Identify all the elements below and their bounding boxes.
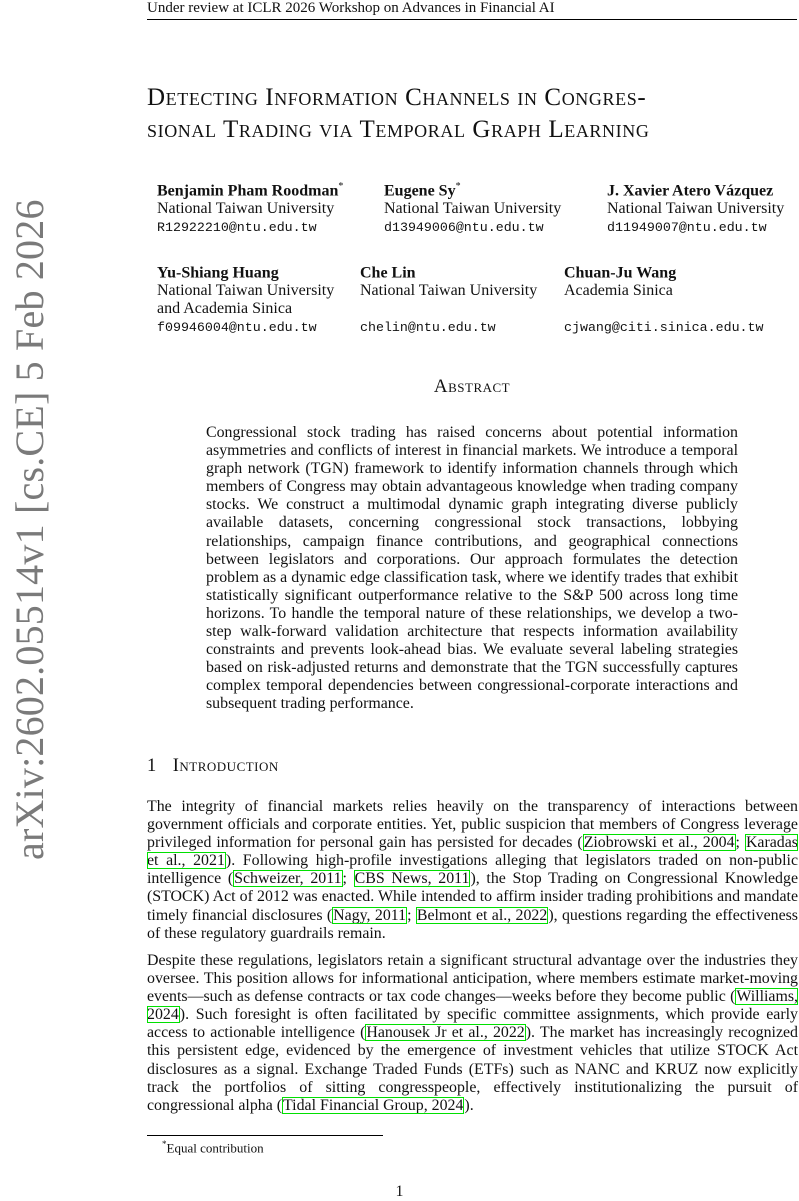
author-email[interactable]: R12922210@ntu.edu.tw xyxy=(157,220,317,236)
citation-link[interactable]: Nagy, 2011 xyxy=(333,906,407,924)
text-run: The integrity of financial markets relies heavily on the transparency of interactions between government officials and corporate entities. Yet, public suspicion that members of Congress leverage privileged information for personal gain has persisted for decades ( xyxy=(147,798,798,852)
text-run: ). xyxy=(464,1096,474,1114)
author-affiliation: National Taiwan University xyxy=(157,282,335,300)
author-block xyxy=(384,178,561,237)
author-block xyxy=(564,260,764,337)
author-email[interactable]: cjwang@citi.sinica.edu.tw xyxy=(564,320,764,336)
text-run: ; xyxy=(407,906,416,924)
section-number: 1 xyxy=(147,756,157,776)
text-run: ; xyxy=(735,834,745,852)
author-mark: * xyxy=(338,181,344,192)
page-number: 1 xyxy=(395,1183,404,1200)
running-header: Under review at ICLR 2026 Workshop on Advances in Financial AI xyxy=(147,0,555,16)
footnote xyxy=(162,1139,264,1156)
footnote-text: Equal contribution xyxy=(166,1140,264,1156)
text-run: ). The market has increasingly recognized this persistent edge, evidenced by the emergence of investment vehicles that utilize STOCK Act disclosures as a signal. Exchange Traded Funds (ETFs) such as NANC and KRUZ now explicitly track the portfolios of sitting congresspeople, effectively institutionalizing the pursuit of congressional alpha ( xyxy=(147,1024,798,1114)
author-block xyxy=(157,178,343,237)
author-affiliation: Academia Sinica xyxy=(564,282,673,300)
intro-paragraph-1 xyxy=(147,798,798,943)
section-heading xyxy=(147,756,279,777)
text-run: ), the Stop Trading on Congressional Knowledge (STOCK) Act of 2012 was enacted. While intended to affirm insider trading prohibitions and mandate timely financial disclosures ( xyxy=(147,870,798,924)
paper-title-line-1: Detecting Information Channels in Congres- xyxy=(147,84,647,111)
paper-title-line-2: sional Trading via Temporal Graph Learning xyxy=(147,116,650,143)
author-affiliation: National Taiwan University xyxy=(607,200,785,218)
author-affiliation: National Taiwan University xyxy=(157,200,335,218)
author-affiliation: National Taiwan University xyxy=(384,200,562,218)
header-rule xyxy=(147,19,797,20)
author-name: J. Xavier Atero Vázquez xyxy=(607,182,774,200)
author-name: Eugene Sy xyxy=(384,182,456,200)
citation-link[interactable]: Ziobrowski et al., 2004 xyxy=(583,834,735,852)
author-email[interactable]: d11949007@ntu.edu.tw xyxy=(607,220,767,236)
citation-link[interactable]: CBS News, 2011 xyxy=(354,870,470,888)
text-run: Despite these regulations, legislators retain a significant structural advantage over the industries they oversee. This position allows for informational anticipation, where members estimate market-moving events—such as defense contracts or tax code changes—weeks before they become public ( xyxy=(147,952,798,1006)
author-affiliation-2: and Academia Sinica xyxy=(157,300,293,318)
intro-paragraph-2 xyxy=(147,952,798,1115)
citation-link[interactable]: Schweizer, 2011 xyxy=(234,870,342,888)
citation-link[interactable]: Belmont et al., 2022 xyxy=(416,906,548,924)
author-block xyxy=(607,178,784,237)
author-email[interactable]: d13949006@ntu.edu.tw xyxy=(384,220,544,236)
abstract-heading: Abstract xyxy=(433,376,511,397)
author-name: Yu-Shiang Huang xyxy=(157,264,279,282)
text-run: ). Such foresight is often facilitated by specific committee assignments, which provide early access to actionable intelligence ( xyxy=(147,1006,798,1042)
author-name: Benjamin Pham Roodman xyxy=(157,182,339,200)
author-mark: * xyxy=(455,181,461,192)
section-title: Introduction xyxy=(172,756,279,776)
author-block xyxy=(157,260,334,337)
citation-link[interactable]: Tidal Financial Group, 2024 xyxy=(283,1096,464,1114)
text-run: ), questions regarding the effectiveness of these regulatory guardrails remain. xyxy=(147,906,798,942)
author-name: Chuan-Ju Wang xyxy=(564,264,677,282)
author-email[interactable]: chelin@ntu.edu.tw xyxy=(360,320,496,336)
abstract-text: Congressional stock trading has raised concerns about potential information asymmetries and conflicts of interest in financial markets. We introduce a temporal graph network (TGN) framework to identify information channels through which members of Congress may obtain advantageous knowledge when trading company stocks. We construct a multimodal dynamic graph integrating diverse publicly available datasets, concerning congressional stock transactions, lobbying relationships, campaign finance contributions, and geographical connections between legislators and corporations. Our approach formulates the detection problem as a dynamic edge classification task, where we identify trades that exhibit statistically significant outperformance relative to the S&P 500 across long time horizons. To handle the temporal nature of these relationships, we develop a two-step walk-forward validation architecture that respects information availability constraints and prevents look-ahead bias. We evaluate several labeling strategies based on risk-adjusted returns and demonstrate that the TGN successfully captures complex temporal dependencies between congressional-corporate interactions and subsequent trading performance. xyxy=(206,424,738,713)
text-run: ; xyxy=(342,870,354,888)
citation-link[interactable]: Williams, 2024 xyxy=(147,988,798,1024)
author-block xyxy=(360,260,537,337)
footnote-rule xyxy=(147,1135,383,1136)
author-affiliation: National Taiwan University xyxy=(360,282,538,300)
author-name: Che Lin xyxy=(360,264,416,282)
citation-link[interactable]: Karadas et al., 2021 xyxy=(147,834,798,870)
arxiv-stamp: arXiv:2602.05514v1 [cs.CE] 5 Feb 2026 xyxy=(7,199,52,860)
author-email[interactable]: f09946004@ntu.edu.tw xyxy=(157,320,317,336)
text-run: ). Following high-profile investigations alleging that legislators traded on non-public intelligence ( xyxy=(147,852,799,888)
citation-link[interactable]: Hanousek Jr et al., 2022 xyxy=(366,1024,525,1042)
footnote-mark: * xyxy=(162,1139,167,1149)
